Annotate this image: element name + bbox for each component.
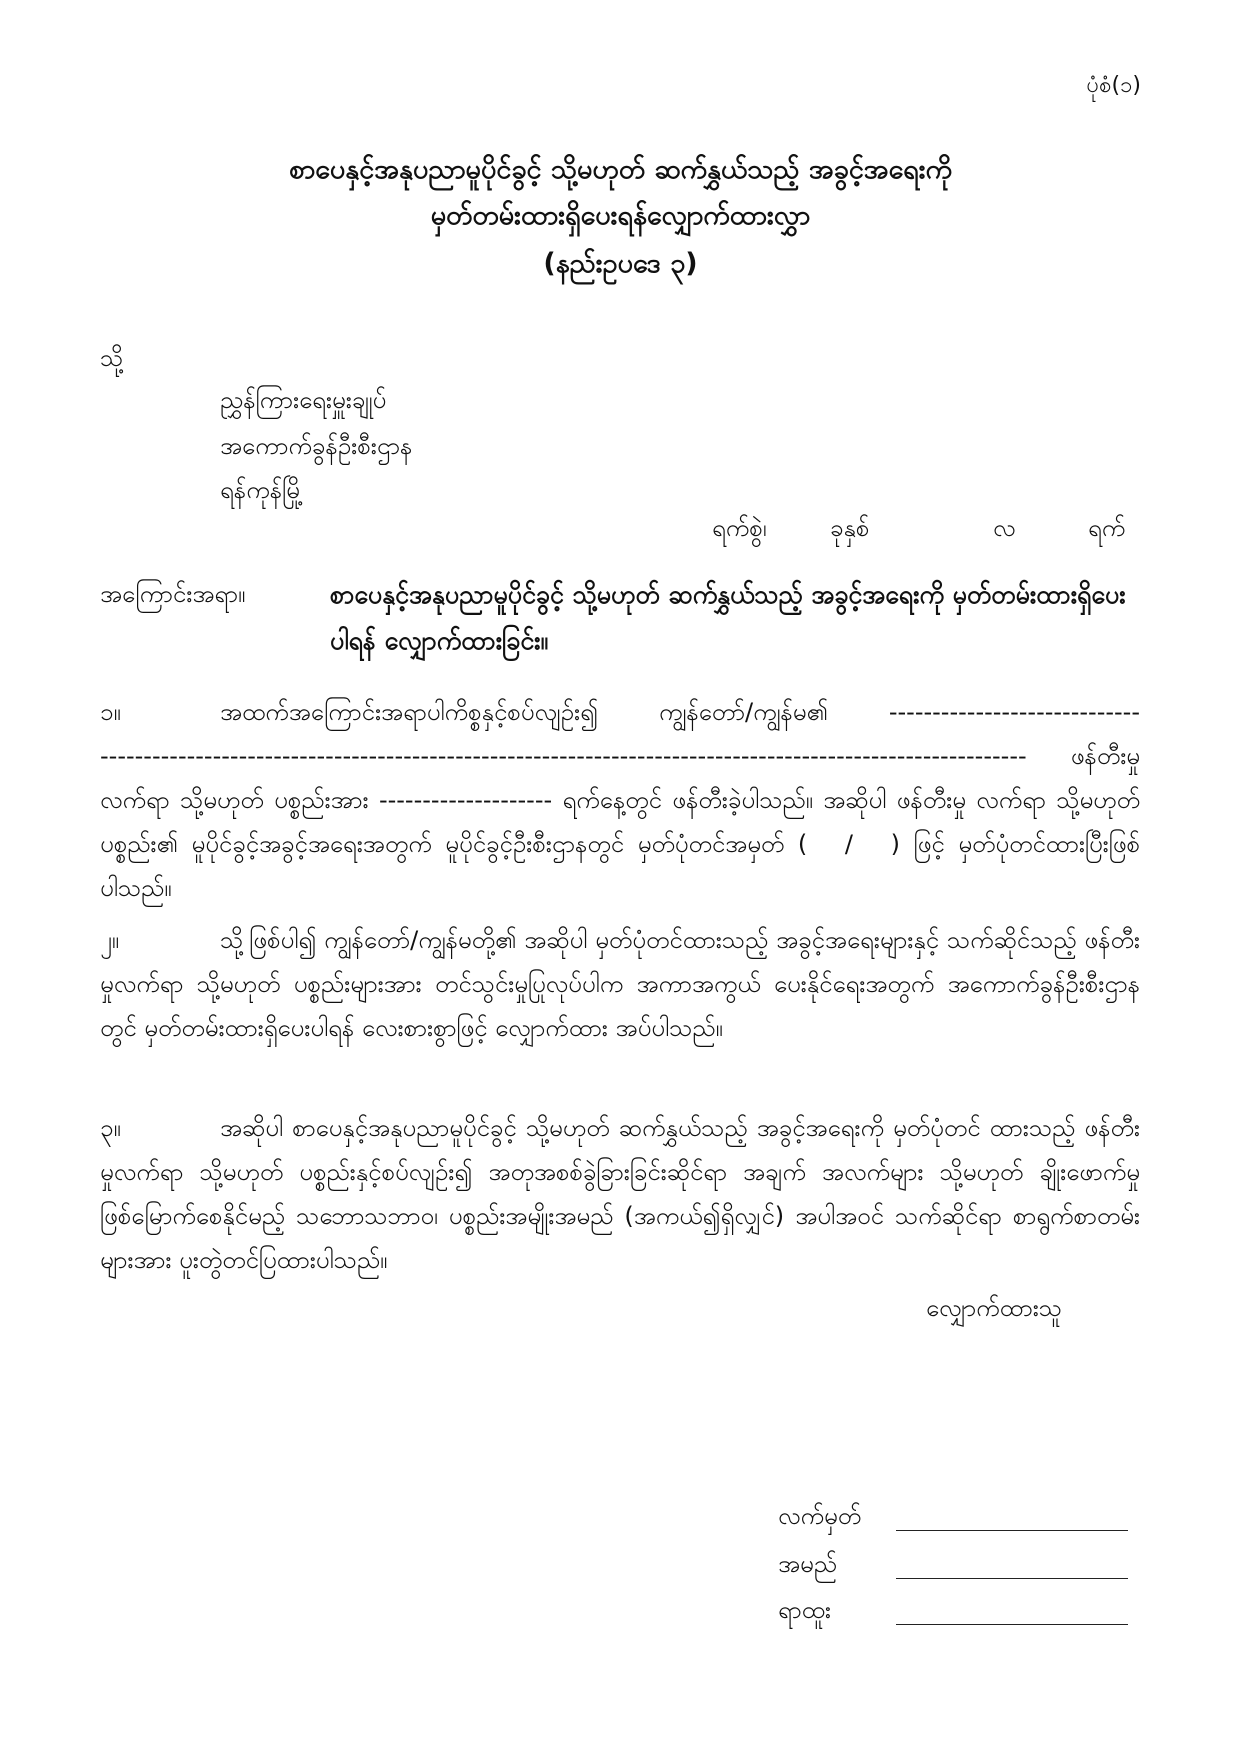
signature-label: လက်မှတ်	[778, 1502, 862, 1530]
subject-text: စာပေနှင့်အနုပညာမူပိုင်ခွင့် သို့မဟုတ် ဆက်နွှယ်သည့် အခွင့်အရေးကို မှတ်တမ်းထားရှိပေးပါရန် လျှောက်ထားခြင်း။	[330, 580, 1126, 655]
paragraph-2	[100, 918, 1140, 1050]
paragraph-1-part-a: အထက်အကြောင်းအရာပါကိစ္စနှင့်စပ်လျဉ်း၍ ကျွန်တော်/ကျွန်မ၏	[220, 698, 828, 726]
year-label: ခုနှစ်	[830, 514, 870, 542]
registration-slash: /	[844, 830, 854, 858]
paragraph-3-text: အဆိုပါ စာပေနှင့်အနုပညာမူပိုင်ခွင့် သို့မဟုတ် ဆက်နွှယ်သည့် အခွင့်အရေးကို မှတ်ပုံတင် ထားသည့် ဖန်တီးမှုလက်ရာ သို့မဟုတ် ပစ္စည်းနှင့်စပ်လျဉ်း၍ အတုအစစ်ခွဲခြားခြင်းဆိုင်ရာ အချက် အလက်များ သို့မဟုတ် ချိုးဖောက်မှု ဖြစ်မြောက်စေနိုင်မည့် သဘောသဘာဝ၊ ပစ္စည်းအမျိုးအမည် (အကယ်၍ရှိလျှင်) အပါအဝင် သက်ဆိုင်ရာ စာရွက်စာတမ်းများအား ပူးတွဲတင်ပြထားပါသည်။	[100, 1114, 1140, 1274]
rank-line	[896, 1624, 1128, 1625]
paragraph-1-part-b: ဖန်တီးမှု လက်ရာ	[100, 742, 1140, 814]
rank-label: ရာထူး	[778, 1596, 831, 1624]
to-label: သို့	[100, 344, 124, 372]
form-number: ပုံစံ(၁)	[1086, 73, 1141, 98]
paragraph-2-text: သို့ဖြစ်ပါ၍ ကျွန်တော်/ကျွန်မတို့၏ အဆိုပါ မှတ်ပုံတင်ထားသည့် အခွင့်အရေးများနှင့် သက်ဆိုင်သည့် ဖန်တီးမှုလက်ရာ သို့မဟုတ် ပစ္စည်းများအား တင်သွင်းမှုပြုလုပ်ပါက အကာအကွယ် ပေးနိုင်ရေးအတွက် အကောက်ခွန်ဦးစီးဌာနတွင် မှတ်တမ်းထားရှိပေးပါရန် လေးစားစွာဖြင့် လျှောက်ထား အပ်ပါသည်။	[100, 926, 1140, 1042]
paragraph-3	[100, 1106, 1140, 1282]
paragraph-1	[100, 690, 1140, 910]
recipient-line-1: ညွှန်ကြားရေးမှူးချုပ်	[220, 386, 387, 414]
applicant-label: လျှောက်ထားသူ	[926, 1294, 1062, 1322]
blank-line-b: -----------------------------------------------------------------------------------------------------------	[100, 742, 1027, 770]
paragraph-1-part-e: ) ဖြင့် မှတ်ပုံတင်ထားပြီးဖြစ်ပါသည်။	[100, 830, 1140, 902]
title-line-3: (နည်းဥပဒေ ၃)	[543, 248, 698, 279]
date-row	[0, 512, 1241, 552]
month-label: လ	[993, 514, 1016, 542]
signature-row	[778, 1500, 1128, 1540]
paragraph-1-part-c: သို့မဟုတ် ပစ္စည်းအား	[180, 786, 369, 814]
day-label: ရက်	[1088, 514, 1126, 542]
name-line	[896, 1578, 1128, 1579]
blank-line-c: --------------------	[378, 786, 553, 814]
subject-label: အကြောင်းအရာ။	[100, 580, 246, 608]
paragraph-3-number: ၃။	[100, 1114, 121, 1142]
signature-line	[896, 1530, 1128, 1531]
rank-row	[778, 1594, 1128, 1634]
recipient-line-2: အကောက်ခွန်ဦးစီးဌာန	[220, 432, 413, 460]
paragraph-2-number: ၂။	[100, 926, 120, 954]
name-row	[778, 1548, 1128, 1588]
blank-line-a: -----------------------------	[888, 698, 1140, 726]
name-label: အမည်	[778, 1550, 837, 1578]
title-line-2: မှတ်တမ်းထားရှိပေးရန်လျှောက်ထားလွှာ	[430, 200, 811, 231]
recipient-line-3: ရန်ကုန်မြို့	[220, 476, 304, 504]
title-line-1: စာပေနှင့်အနုပညာမူပိုင်ခွင့် သို့မဟုတ် ဆက်နွှယ်သည့် အခွင့်အရေးကို	[288, 154, 953, 185]
paragraph-1-number: ၁။	[100, 698, 121, 726]
paragraph-1-part-d: ရက်နေ့တွင် ဖန်တီးခဲ့ပါသည်။ အဆိုပါ ဖန်တီးမှု လက်ရာ သို့မဟုတ် ပစ္စည်း၏ မူပိုင်ခွင့်အခွင့်အရေးအတွက် မူပိုင်ခွင့်ဦးစီးဌာနတွင် မှတ်ပုံတင်အမှတ် (	[100, 786, 1141, 858]
date-label: ရက်စွဲ၊	[712, 514, 767, 542]
